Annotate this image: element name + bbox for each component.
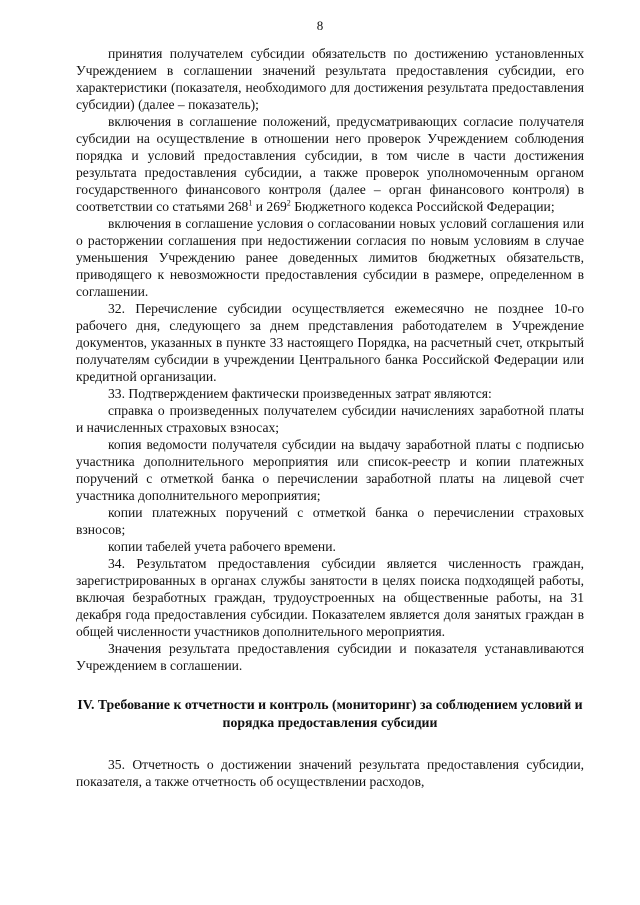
paragraph-32: 32. Перечисление субсидии осуществляется ежемесячно не позднее 10-го рабочего дня, следующего за днем представления работодателем в Учреждение документов, указанных в пункте 33 настоящего Порядка, на расчетный счет, открытый получателям субсидии в учреждении Центрального банка Российской Федерации или кредитной организации. [76,301,584,384]
paragraph-inspections-tail: Бюджетного кодекса Российской Федерации; [290,199,555,214]
paragraph-new-conditions: включения в соглашение условия о согласовании новых условий соглашения или о расторжении соглашения при недостижении согласия по новым условиям в случае уменьшения Учреждению ранее доведенных лимитов бюджетных обязательств, приводящего к невозможности предоставления субсидии в размере, определенном в соглашении. [76,216,584,299]
paragraph-33: 33. Подтверждением фактически произведенных затрат являются: [108,386,492,401]
paragraph-33-timesheets: копии табелей учета рабочего времени. [108,539,336,554]
section-heading-iv: IV. Требование к отчетности и контроль (мониторинг) за соблюдением условий и порядка предоставления субсидии [77,697,583,730]
document-body [76,45,584,790]
paragraph-33-payroll-copy: копия ведомости получателя субсидии на выдачу заработной платы с подписью участника дополнительного мероприятия или список-реестр и копии платежных поручений с отметкой банка о перечислении заработной платы на лицевой счет участника дополнительного мероприятия; [76,437,584,503]
paragraph-inspections-text: включения в соглашение положений, предусматривающих согласие получателя субсидии на осуществление в отношении него проверок Учреждением соблюдения порядка и условий предоставления субсидии, в том числе в части достижения результата предоставления субсидии, а также проверок уполномоченным органом государственного финансового контроля (далее – орган финансового контроля) в соответствии со статьями 268 [76,114,584,214]
paragraph-33-insurance-orders: копии платежных поручений с отметкой банка о перечислении страховых взносов; [76,505,584,537]
superscript-1: 1 [248,198,253,208]
superscript-2: 2 [286,198,291,208]
paragraph-35: 35. Отчетность о достижении значений результата предоставления субсидии, показателя, а также отчетность об осуществлении расходов, [76,757,584,789]
paragraph-34-values: Значения результата предоставления субсидии и показателя устанавливаются Учреждением в соглашении. [76,641,584,673]
paragraph-inspections [76,113,584,215]
paragraph-inspections-mid: и 269 [252,199,287,214]
page-number: 8 [316,18,324,33]
paragraph-obligations: принятия получателем субсидии обязательств по достижению установленных Учреждением в соглашении значений результата предоставления субсидии, его характеристики (показателя, необходимого для достижения результата предоставления субсидии) (далее – показатель); [76,46,584,112]
paragraph-34: 34. Результатом предоставления субсидии является численность граждан, зарегистрированных в органах службы занятости в целях поиска подходящей работы, включая безработных граждан, трудоустроенных на общественные работы, на 31 декабря года предоставления субсидии. Показателем является доля занятых граждан в общей численности участников дополнительного мероприятия. [76,556,584,639]
paragraph-33-salary-statement: справка о произведенных получателем субсидии начислениях заработной платы и начисленных страховых взносах; [76,403,584,435]
